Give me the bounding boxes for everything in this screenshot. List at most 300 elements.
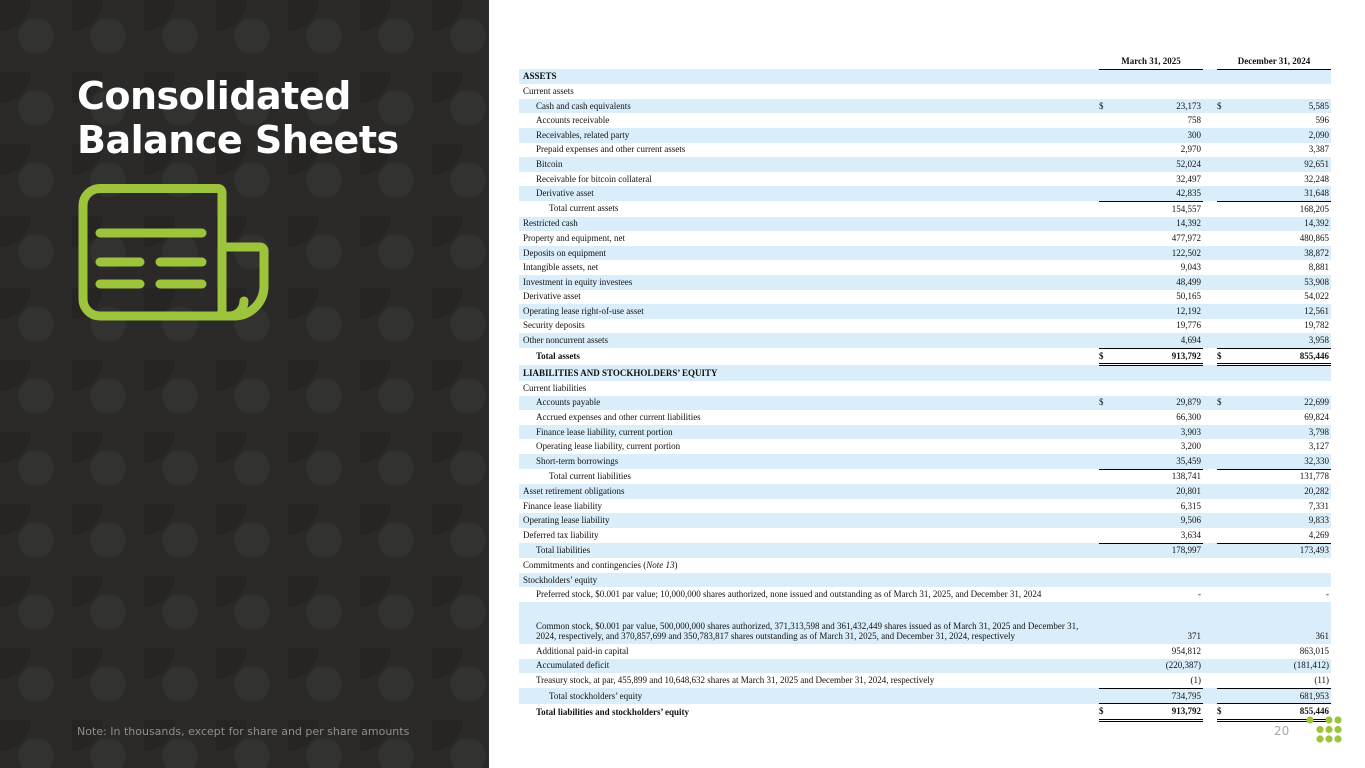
currency-mar-2025 — [1099, 304, 1113, 319]
row-label-text: Additional paid-in capital — [536, 645, 629, 656]
currency-dec-2024 — [1217, 231, 1231, 246]
value-dec-2024: 92,651 — [1231, 157, 1331, 172]
currency-dec-2024 — [1217, 157, 1231, 172]
row-label — [519, 688, 1099, 704]
value-mar-2025 — [1113, 573, 1203, 588]
row-label — [519, 333, 1099, 348]
column-gap — [1203, 528, 1217, 543]
value-mar-2025: 954,812 — [1171, 645, 1202, 656]
currency-mar-2025 — [1099, 558, 1113, 573]
row-label-text: Total current assets — [549, 203, 619, 214]
value-mar-2025: 734,795 — [1113, 688, 1203, 704]
value-dec-2024: 681,953 — [1231, 688, 1331, 704]
column-gap — [1203, 304, 1217, 319]
value-mar-2025: 29,879 — [1113, 396, 1203, 411]
row-label-text: Property and equipment, net — [523, 232, 625, 243]
table-row — [519, 439, 1331, 454]
table-row — [519, 186, 1331, 201]
table-row — [519, 290, 1331, 305]
row-label — [519, 231, 1099, 246]
currency-dec-2024 — [1217, 644, 1231, 659]
value-dec-2024: 69,824 — [1304, 412, 1330, 423]
table-row — [519, 499, 1331, 514]
row-label-text: Asset retirement obligations — [523, 486, 625, 497]
row-label-text: Accounts payable — [536, 397, 601, 408]
row-label — [519, 113, 1099, 128]
table-row — [519, 602, 1331, 644]
currency-mar-2025 — [1099, 69, 1113, 84]
value-mar-2025: 3,634 — [1113, 528, 1203, 543]
value-dec-2024: - — [1326, 589, 1330, 600]
row-label-text: Receivable for bitcoin collateral — [536, 173, 652, 184]
value-dec-2024 — [1231, 69, 1331, 84]
column-gap — [1203, 587, 1217, 602]
currency-mar-2025: $ — [1099, 704, 1113, 721]
column-header-mar-2025: March 31, 2025 — [1099, 54, 1203, 69]
table-header-row — [519, 54, 1331, 69]
value-dec-2024: 131,778 — [1299, 471, 1330, 482]
column-gap — [1203, 543, 1217, 558]
column-gap — [1203, 113, 1217, 128]
value-dec-2024: (181,412) — [1231, 659, 1331, 674]
value-mar-2025: (1) — [1113, 673, 1203, 688]
table-row — [519, 659, 1331, 674]
row-label — [519, 484, 1099, 499]
currency-mar-2025 — [1099, 484, 1113, 499]
row-label — [519, 558, 1099, 573]
value-mar-2025: 52,024 — [1113, 157, 1203, 172]
currency-dec-2024: $ — [1217, 348, 1231, 365]
value-mar-2025: 154,557 — [1171, 203, 1202, 214]
row-label — [519, 260, 1099, 275]
value-dec-2024: 3,798 — [1231, 425, 1331, 440]
table-row — [519, 201, 1331, 216]
currency-dec-2024 — [1217, 425, 1231, 440]
row-label — [519, 201, 1099, 216]
column-gap — [1203, 201, 1217, 216]
row-label-text: ASSETS — [523, 71, 557, 82]
column-gap — [1203, 644, 1217, 659]
currency-mar-2025 — [1099, 201, 1113, 216]
row-label — [519, 365, 1099, 381]
value-dec-2024: 173,493 — [1231, 543, 1331, 558]
currency-mar-2025 — [1099, 231, 1113, 246]
value-mar-2025 — [1113, 558, 1203, 573]
row-label — [519, 275, 1099, 290]
row-label-text: Finance lease liability — [523, 500, 602, 511]
currency-dec-2024 — [1217, 143, 1231, 158]
header-gap — [1203, 54, 1217, 69]
row-label-text: Total assets — [536, 351, 580, 362]
row-label — [519, 84, 1099, 99]
value-dec-2024: 12,561 — [1231, 304, 1331, 319]
currency-mar-2025 — [1099, 513, 1113, 528]
row-label-text: Cash and cash equivalents — [536, 100, 631, 111]
currency-mar-2025 — [1099, 439, 1113, 454]
currency-mar-2025 — [1099, 543, 1113, 558]
currency-dec-2024 — [1217, 128, 1231, 143]
table-row — [519, 128, 1331, 143]
value-dec-2024: 32,248 — [1304, 173, 1330, 184]
column-gap — [1203, 454, 1217, 469]
table-row — [519, 99, 1331, 114]
currency-dec-2024 — [1217, 201, 1231, 216]
currency-mar-2025 — [1099, 602, 1113, 644]
currency-mar-2025 — [1099, 217, 1113, 232]
value-dec-2024: 14,392 — [1231, 217, 1331, 232]
value-dec-2024: (11) — [1231, 673, 1331, 688]
row-label-text: Bitcoin — [536, 158, 563, 169]
table-row — [519, 157, 1331, 172]
row-label-text: Security deposits — [523, 320, 585, 331]
value-dec-2024: 38,872 — [1231, 246, 1331, 261]
currency-mar-2025 — [1099, 113, 1113, 128]
column-gap — [1203, 157, 1217, 172]
balance-sheet-body — [519, 69, 1331, 720]
value-dec-2024: 2,090 — [1231, 128, 1331, 143]
row-label — [519, 157, 1099, 172]
value-mar-2025 — [1113, 84, 1203, 99]
row-label — [519, 143, 1099, 158]
currency-dec-2024 — [1217, 84, 1231, 99]
value-dec-2024: 53,908 — [1231, 275, 1331, 290]
table-row — [519, 246, 1331, 261]
table-row — [519, 69, 1331, 84]
row-label — [519, 69, 1099, 84]
value-dec-2024 — [1231, 558, 1331, 573]
header-label-spacer — [519, 54, 1099, 69]
row-label-text: Derivative asset — [536, 188, 594, 199]
currency-dec-2024 — [1217, 319, 1231, 334]
column-gap — [1203, 484, 1217, 499]
value-dec-2024: 3,387 — [1308, 144, 1330, 155]
currency-mar-2025 — [1099, 659, 1113, 674]
currency-mar-2025 — [1099, 410, 1113, 425]
row-label-text: Receivables, related party — [536, 129, 630, 140]
value-mar-2025: 300 — [1113, 128, 1203, 143]
value-dec-2024 — [1231, 573, 1331, 588]
currency-mar-2025 — [1099, 528, 1113, 543]
table-row — [519, 469, 1331, 484]
value-mar-2025 — [1113, 69, 1203, 84]
value-mar-2025: 35,459 — [1113, 454, 1203, 469]
row-label — [519, 543, 1099, 558]
value-dec-2024: 361 — [1231, 602, 1331, 644]
column-gap — [1203, 99, 1217, 114]
column-gap — [1203, 425, 1217, 440]
column-gap — [1203, 319, 1217, 334]
value-mar-2025: 2,970 — [1180, 144, 1202, 155]
currency-dec-2024 — [1217, 381, 1231, 396]
currency-dec-2024 — [1217, 573, 1231, 588]
row-label — [519, 217, 1099, 232]
table-row — [519, 304, 1331, 319]
currency-dec-2024 — [1217, 499, 1231, 514]
currency-dec-2024 — [1217, 260, 1231, 275]
row-label-text: Deferred tax liability — [523, 530, 599, 541]
column-gap — [1203, 143, 1217, 158]
column-gap — [1203, 513, 1217, 528]
value-mar-2025: 42,835 — [1113, 186, 1203, 201]
currency-mar-2025 — [1099, 84, 1113, 99]
column-gap — [1203, 186, 1217, 201]
table-row — [519, 333, 1331, 348]
column-gap — [1203, 499, 1217, 514]
currency-dec-2024 — [1217, 365, 1231, 381]
table-row — [519, 410, 1331, 425]
currency-mar-2025: $ — [1099, 99, 1113, 114]
value-dec-2024: 22,699 — [1231, 396, 1331, 411]
table-row — [519, 365, 1331, 381]
table-row — [519, 484, 1331, 499]
page-title — [77, 74, 399, 162]
column-gap — [1203, 688, 1217, 704]
currency-dec-2024 — [1217, 528, 1231, 543]
column-gap — [1203, 573, 1217, 588]
column-gap — [1203, 172, 1217, 187]
table-row — [519, 231, 1331, 246]
currency-mar-2025 — [1099, 246, 1113, 261]
table-row — [519, 528, 1331, 543]
value-dec-2024: 855,446 — [1231, 348, 1331, 365]
value-mar-2025: 9,506 — [1113, 513, 1203, 528]
value-mar-2025: 3,200 — [1180, 441, 1202, 452]
table-row — [519, 396, 1331, 411]
value-mar-2025: 178,997 — [1113, 543, 1203, 558]
value-mar-2025: 122,502 — [1113, 246, 1203, 261]
currency-mar-2025 — [1099, 688, 1113, 704]
currency-dec-2024 — [1217, 659, 1231, 674]
currency-dec-2024 — [1217, 113, 1231, 128]
value-mar-2025 — [1113, 365, 1203, 381]
balance-sheet-table — [519, 54, 1331, 722]
row-label — [519, 128, 1099, 143]
currency-dec-2024 — [1217, 246, 1231, 261]
table-row — [519, 558, 1331, 573]
currency-mar-2025 — [1099, 143, 1113, 158]
currency-mar-2025 — [1099, 425, 1113, 440]
value-dec-2024: 855,446 — [1231, 704, 1331, 721]
value-mar-2025: 138,741 — [1171, 471, 1202, 482]
currency-dec-2024 — [1217, 186, 1231, 201]
value-dec-2024: 863,015 — [1299, 645, 1330, 656]
row-label-text: Operating lease liability, current portion — [536, 441, 681, 452]
value-mar-2025: 12,192 — [1113, 304, 1203, 319]
currency-mar-2025 — [1099, 673, 1113, 688]
value-mar-2025: 9,043 — [1180, 262, 1202, 273]
row-label-text: Operating lease liability — [523, 515, 610, 526]
column-gap — [1203, 260, 1217, 275]
currency-mar-2025 — [1099, 260, 1113, 275]
currency-dec-2024: $ — [1217, 396, 1231, 411]
value-mar-2025: 48,499 — [1113, 275, 1203, 290]
row-label — [519, 573, 1099, 588]
value-dec-2024 — [1231, 365, 1331, 381]
value-mar-2025: 6,315 — [1180, 500, 1202, 511]
row-label — [519, 528, 1099, 543]
value-dec-2024 — [1231, 84, 1331, 99]
value-dec-2024: 480,865 — [1299, 232, 1330, 243]
value-mar-2025: 371 — [1113, 602, 1203, 644]
value-mar-2025: 23,173 — [1113, 99, 1203, 114]
table-row — [519, 704, 1331, 721]
currency-mar-2025 — [1099, 333, 1113, 348]
row-label — [519, 290, 1099, 305]
row-label — [519, 439, 1099, 454]
table-row — [519, 84, 1331, 99]
value-mar-2025: 20,801 — [1113, 484, 1203, 499]
row-label-text: Total liabilities and stockholders’ equity — [536, 706, 690, 717]
row-label-text: Treasury stock, at par, 455,899 and 10,648,632 shares at March 31, 2025 and December 31, 2024, respectively — [536, 675, 935, 686]
table-row — [519, 113, 1331, 128]
currency-dec-2024 — [1217, 410, 1231, 425]
table-row — [519, 172, 1331, 187]
value-dec-2024: 596 — [1315, 115, 1330, 126]
row-label — [519, 348, 1099, 365]
currency-mar-2025 — [1099, 172, 1113, 187]
column-gap — [1203, 246, 1217, 261]
currency-mar-2025: $ — [1099, 348, 1113, 365]
row-label-text: Short-term borrowings — [536, 456, 619, 467]
value-dec-2024: 7,331 — [1308, 500, 1330, 511]
column-gap — [1203, 439, 1217, 454]
currency-mar-2025 — [1099, 290, 1113, 305]
currency-mar-2025 — [1099, 128, 1113, 143]
row-label-text: Operating lease right-of-use asset — [523, 305, 644, 316]
row-label-text: Total stockholders’ equity — [549, 690, 643, 701]
row-label — [519, 304, 1099, 319]
row-label-note: Note 13 — [646, 559, 675, 570]
row-label-text: Total current liabilities — [549, 471, 631, 482]
column-gap — [1203, 673, 1217, 688]
row-label-text: Investment in equity investees — [523, 276, 633, 287]
column-gap — [1203, 396, 1217, 411]
row-label — [519, 396, 1099, 411]
value-mar-2025: 3,903 — [1113, 425, 1203, 440]
row-label-text: Restricted cash — [523, 218, 578, 229]
column-gap — [1203, 348, 1217, 365]
column-gap — [1203, 128, 1217, 143]
row-label-text: Accumulated deficit — [536, 660, 610, 671]
row-label — [519, 644, 1099, 659]
row-label — [519, 99, 1099, 114]
currency-dec-2024 — [1217, 69, 1231, 84]
currency-dec-2024 — [1217, 543, 1231, 558]
table-row — [519, 543, 1331, 558]
column-gap — [1203, 69, 1217, 84]
table-row — [519, 217, 1331, 232]
value-dec-2024: 20,282 — [1231, 484, 1331, 499]
column-gap — [1203, 704, 1217, 721]
value-dec-2024: 3,958 — [1231, 333, 1331, 348]
table-row — [519, 260, 1331, 275]
currency-mar-2025 — [1099, 186, 1113, 201]
table-row — [519, 644, 1331, 659]
row-label — [519, 319, 1099, 334]
row-label — [519, 246, 1099, 261]
row-label — [519, 172, 1099, 187]
table-row — [519, 587, 1331, 602]
row-label-text: LIABILITIES AND STOCKHOLDERS’ EQUITY — [523, 367, 718, 378]
currency-dec-2024 — [1217, 304, 1231, 319]
currency-mar-2025 — [1099, 454, 1113, 469]
value-mar-2025: 32,497 — [1176, 173, 1202, 184]
row-label-text: Other noncurrent assets — [523, 335, 608, 346]
row-label — [519, 454, 1099, 469]
currency-mar-2025 — [1099, 157, 1113, 172]
column-gap — [1203, 469, 1217, 484]
table-row — [519, 513, 1331, 528]
row-label-text: Commitments and contingencies ( — [523, 559, 647, 570]
currency-dec-2024 — [1217, 454, 1231, 469]
row-label — [519, 602, 1099, 644]
value-mar-2025: 50,165 — [1176, 291, 1202, 302]
currency-dec-2024: $ — [1217, 704, 1231, 721]
row-label — [519, 425, 1099, 440]
table-row — [519, 573, 1331, 588]
column-gap — [1203, 333, 1217, 348]
currency-dec-2024 — [1217, 673, 1231, 688]
value-dec-2024: 32,330 — [1231, 454, 1331, 469]
title-line-2: Balance Sheets — [77, 118, 399, 162]
row-label-text: Accrued expenses and other current liabilities — [536, 412, 701, 423]
column-gap — [1203, 381, 1217, 396]
currency-dec-2024 — [1217, 333, 1231, 348]
currency-mar-2025 — [1099, 319, 1113, 334]
title-line-1: Consolidated — [77, 74, 351, 118]
row-label-text: Current liabilities — [523, 382, 587, 393]
column-gap — [1203, 290, 1217, 305]
value-dec-2024: 54,022 — [1304, 291, 1330, 302]
table-row — [519, 425, 1331, 440]
currency-mar-2025 — [1099, 381, 1113, 396]
currency-mar-2025 — [1099, 644, 1113, 659]
value-mar-2025: 66,300 — [1176, 412, 1202, 423]
currency-mar-2025 — [1099, 275, 1113, 290]
row-label — [519, 513, 1099, 528]
value-mar-2025: 913,792 — [1113, 704, 1203, 721]
value-dec-2024: 31,648 — [1231, 186, 1331, 201]
row-label — [519, 469, 1099, 484]
table-row — [519, 688, 1331, 704]
currency-mar-2025 — [1099, 469, 1113, 484]
value-mar-2025: 14,392 — [1113, 217, 1203, 232]
value-dec-2024: 5,585 — [1231, 99, 1331, 114]
currency-dec-2024 — [1217, 513, 1231, 528]
value-dec-2024: 3,127 — [1308, 441, 1330, 452]
value-mar-2025: 19,776 — [1176, 320, 1202, 331]
currency-dec-2024 — [1217, 217, 1231, 232]
table-row — [519, 319, 1331, 334]
footnote: Note: In thousands, except for share and per share amounts — [77, 725, 410, 738]
value-mar-2025: 913,792 — [1113, 348, 1203, 365]
row-label — [519, 659, 1099, 674]
row-label — [519, 673, 1099, 688]
row-label — [519, 704, 1099, 721]
row-label-text: Current assets — [523, 85, 574, 96]
left-panel — [0, 0, 489, 768]
column-gap — [1203, 84, 1217, 99]
column-gap — [1203, 602, 1217, 644]
value-dec-2024: 4,269 — [1231, 528, 1331, 543]
currency-dec-2024 — [1217, 558, 1231, 573]
row-label-text: Common stock, $0.001 par value, 500,000,000 shares authorized, 371,313,598 and 361,432,449 shares issued as of March 31, 2025 and December 31, 2024, respectively, and 370,857,699 and 350,783,817 shares outstanding as of March 31, 2025, and December 31, 2024, respectively — [536, 620, 1079, 642]
column-gap — [1203, 659, 1217, 674]
currency-dec-2024 — [1217, 602, 1231, 644]
value-mar-2025: 477,972 — [1171, 232, 1202, 243]
value-mar-2025: - — [1198, 589, 1202, 600]
table-row — [519, 275, 1331, 290]
